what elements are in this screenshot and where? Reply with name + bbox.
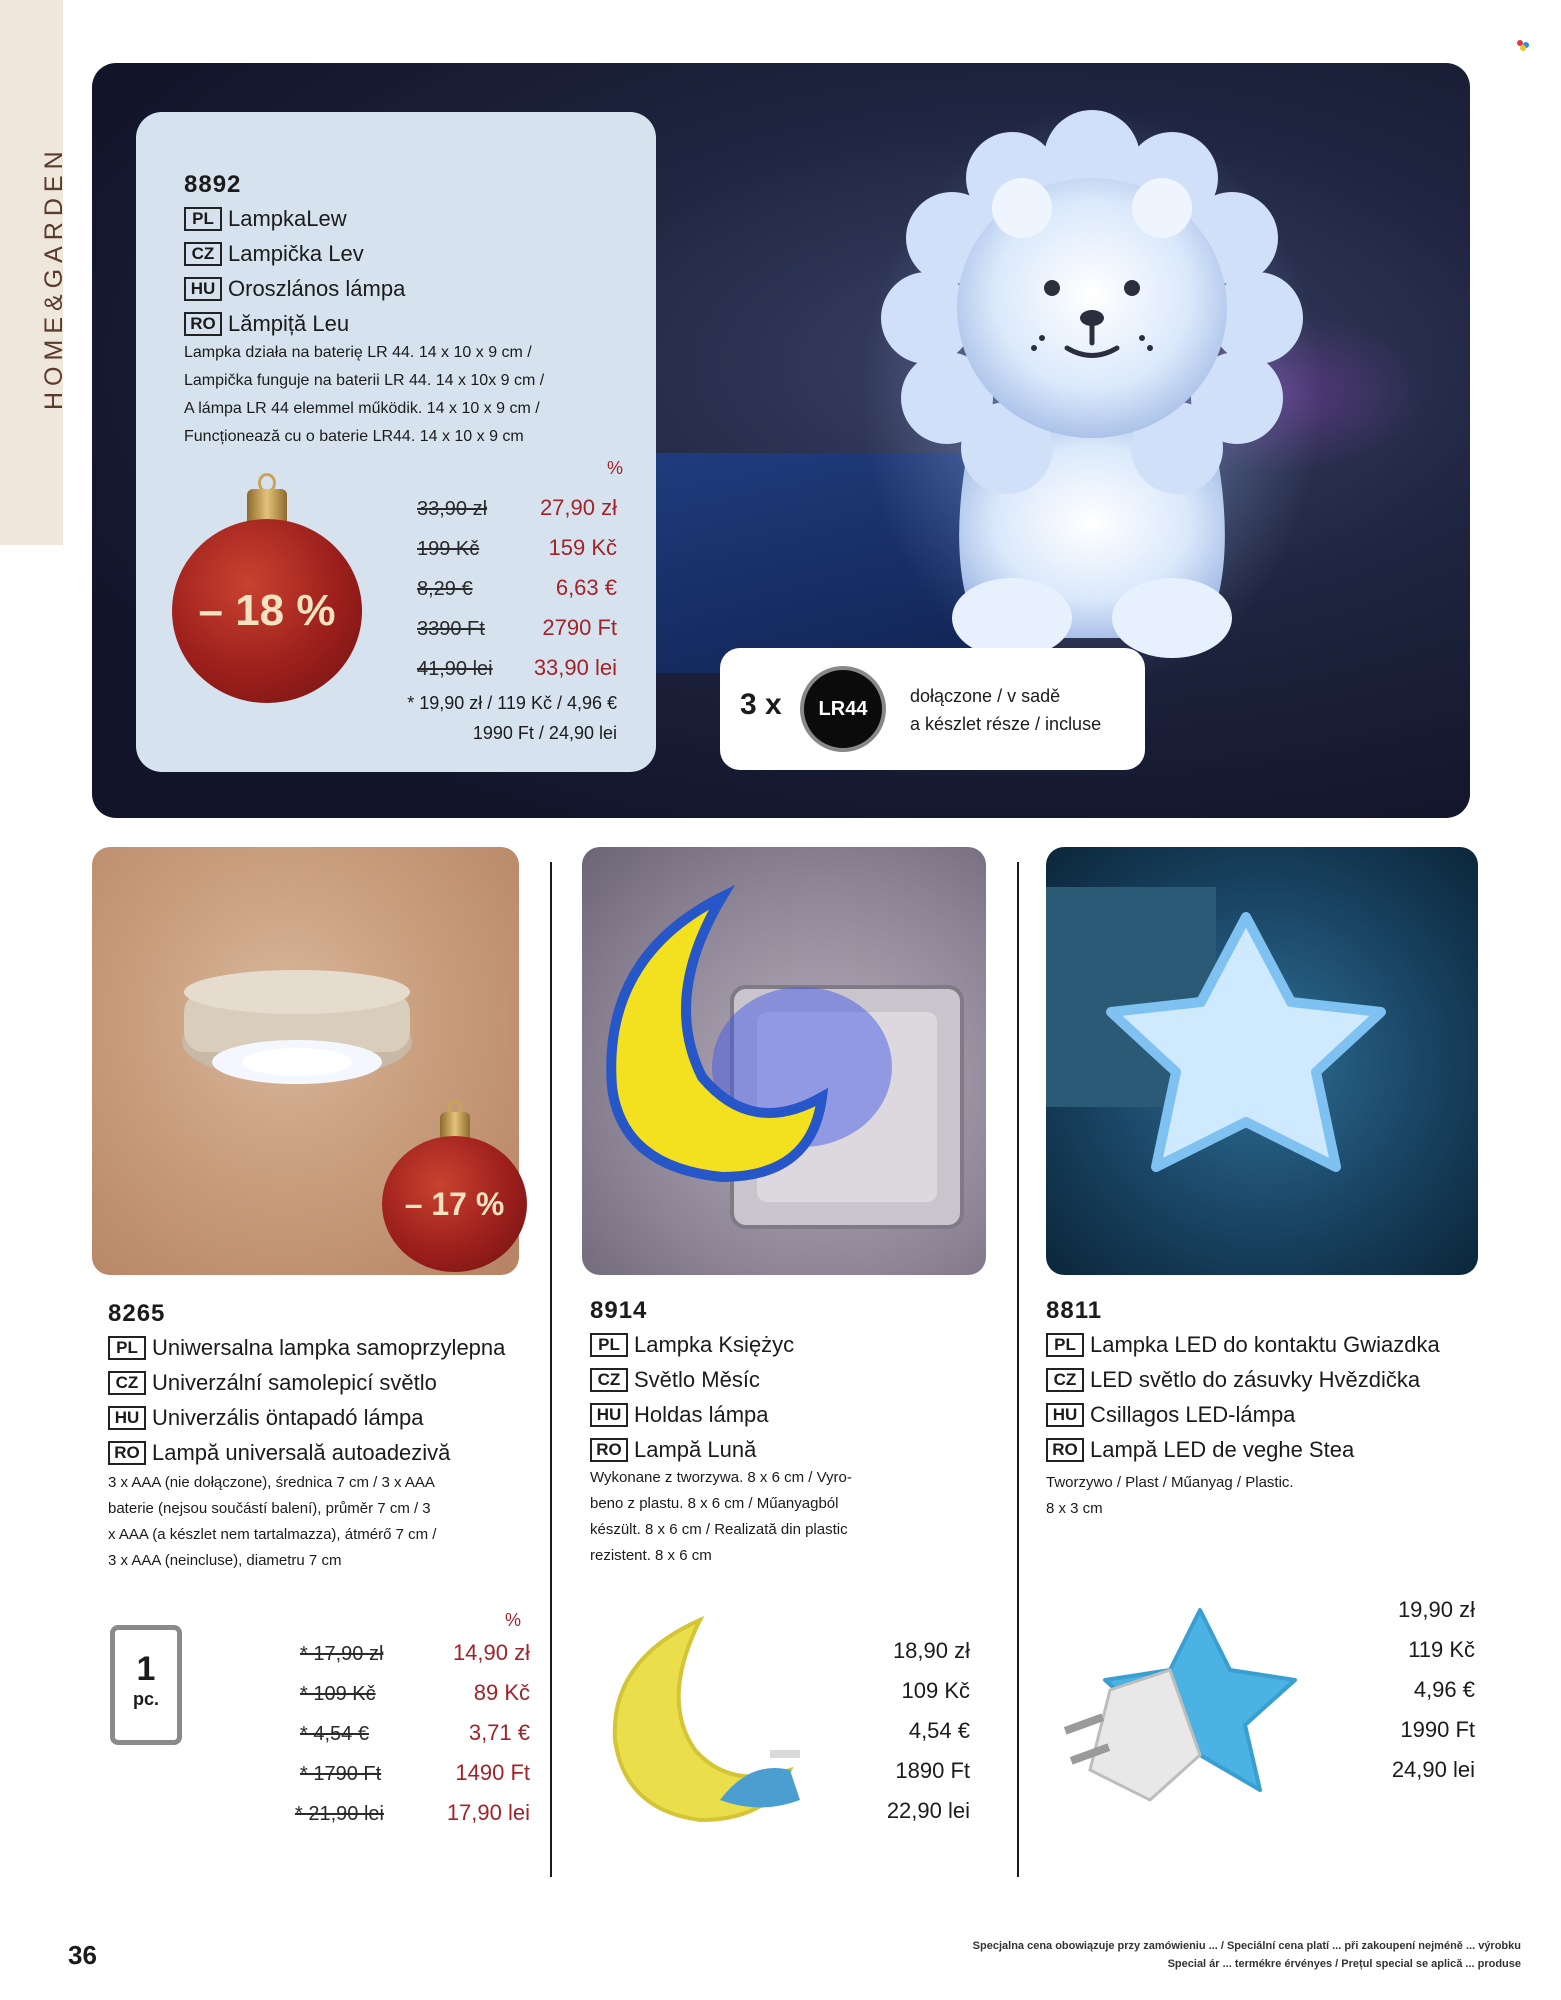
discount-bauble-icon (172, 473, 362, 703)
lang-badge: CZ (590, 1368, 628, 1392)
price-row-new (537, 535, 617, 561)
product-name-pl (1046, 1332, 1440, 1358)
new-price: 14,90 zł (452, 1640, 530, 1665)
lang-badge: CZ (184, 242, 222, 266)
price-row-new (512, 655, 617, 681)
battery-note: dołączone / v sadě a készlet része / incluse (910, 686, 1102, 734)
product-name-cz (108, 1370, 437, 1396)
price: 19,90 zł (1397, 1597, 1475, 1622)
bauble-cap (440, 1112, 470, 1138)
column-divider (1017, 862, 1019, 1877)
lang-badge: PL (184, 207, 222, 231)
product-name: Lampka Księżyc (634, 1332, 795, 1357)
price-row-new (420, 1720, 530, 1746)
product-description: Tworzywo / Plast / Műanyag / Plastic. 8 x 3 cm (1046, 1474, 1294, 1517)
product-name: Lampă universală autoadezivă (152, 1440, 451, 1465)
battery-info-box (720, 648, 1145, 770)
product-name: Csillagos LED-lámpa (1090, 1402, 1296, 1427)
price: 18,90 zł (892, 1638, 970, 1663)
product-name-hu (108, 1405, 424, 1431)
product-description: Wykonane z tworzywa. 8 x 6 cm / Vyro- beno z plastu. 8 x 6 cm / Műanyagból készült. 8 x 6 cm / Realizată din plastic rezistent. 8 x 6 cm (590, 1469, 852, 1564)
unit-price-line: 1990 Ft / 24,90 lei (472, 723, 617, 743)
product-name: Oroszlános lámpa (228, 276, 406, 301)
product-code: 8892 (184, 171, 242, 198)
quantity-number: 1 (136, 1650, 156, 1688)
price-row-new (420, 1800, 530, 1826)
product-name: LED světlo do zásuvky Hvězdička (1090, 1367, 1421, 1392)
hero-banner (92, 63, 1470, 818)
product-name: Holdas lámpa (634, 1402, 769, 1427)
product-name-hu (184, 276, 405, 302)
price: 4,96 € (1413, 1677, 1475, 1702)
new-price: 1490 Ft (455, 1760, 530, 1785)
unit-price-line: * 19,90 zł / 119 Kč / 4,96 € (407, 693, 617, 713)
product-name: Lampka LED do kontaktu Gwiazdka (1090, 1332, 1440, 1357)
discount-value: – 17 % (404, 1186, 505, 1222)
footer-note: Special ár ... termékre érvényes / Prețul special se aplică ... produse (1167, 1958, 1521, 1970)
quantity-unit: pc. (132, 1689, 159, 1709)
discount-value: – 18 % (198, 586, 336, 635)
product-code: 8811 (1046, 1297, 1103, 1324)
product-name: Lampă LED de veghe Stea (1090, 1437, 1355, 1462)
price-row (295, 1800, 384, 1826)
price-row (417, 495, 487, 521)
lang-badge: PL (108, 1336, 146, 1360)
old-price: * 21,90 lei (295, 1803, 384, 1825)
price-row-new (522, 615, 617, 641)
price-row (300, 1640, 383, 1666)
product-name-cz (1046, 1367, 1420, 1393)
product-description: Lampka działa na baterię LR 44. 14 x 10 x 9 cm / Lampička funguje na baterii LR 44. 14 x 10x 9 cm / A lámpa LR 44 elemmel működik. 14 x 10 x 9 cm / Funcționează cu o baterie LR44. 14 x 10 x 9 cm (184, 344, 545, 445)
page-number: 36 (68, 1940, 97, 1970)
product-name: LampkaLew (228, 206, 347, 231)
discount-badge (382, 1136, 527, 1272)
percent-marker: % (607, 458, 624, 478)
section-tab-label: HOME&GARDEN (40, 145, 68, 410)
star-light-image (1046, 847, 1478, 1275)
lang-badge: CZ (1046, 1368, 1084, 1392)
discount-bauble-icon (382, 1100, 527, 1272)
price: 24,90 lei (1391, 1757, 1475, 1782)
price-row (417, 535, 479, 561)
product-name-pl (184, 206, 347, 232)
old-price: * 17,90 zł (300, 1643, 384, 1665)
lang-badge: RO (1046, 1438, 1084, 1462)
product-name-cz (590, 1367, 760, 1393)
old-price: 33,90 zł (417, 498, 488, 520)
percent-marker: % (505, 1610, 522, 1630)
section-tab (0, 0, 68, 545)
lang-badge: PL (590, 1333, 628, 1357)
price: 4,54 € (908, 1718, 970, 1743)
price: 109 Kč (901, 1678, 970, 1703)
old-price: 8,29 € (417, 578, 473, 600)
new-price: 3,71 € (468, 1720, 530, 1745)
new-price: 89 Kč (473, 1680, 530, 1705)
product-name: Lampă Lună (634, 1437, 757, 1462)
battery-qty: 3 x (740, 688, 782, 721)
star-product-image (1050, 1600, 1310, 1820)
star-light-photo (1046, 847, 1478, 1275)
product-name: Lămpiță Leu (228, 311, 350, 336)
price-row-new (537, 575, 617, 601)
moon-product-image (600, 1610, 810, 1830)
quantity-badge (110, 1625, 182, 1745)
price: 1890 Ft (895, 1758, 970, 1783)
product-name: Světlo Měsíc (634, 1367, 760, 1392)
new-price: 159 Kč (548, 535, 617, 560)
product-name-ro (1046, 1437, 1354, 1463)
price: 1990 Ft (1400, 1717, 1475, 1742)
lang-badge: RO (184, 312, 222, 336)
moon-light-image (582, 847, 986, 1275)
old-price: * 109 Kč (300, 1683, 376, 1705)
price-row (300, 1760, 381, 1786)
product-name-hu (590, 1402, 769, 1428)
product-name-ro (590, 1437, 756, 1463)
new-price: 33,90 lei (533, 655, 617, 680)
price-row-new (537, 495, 617, 521)
footer-note: Specjalna cena obowiązuje przy zamówieniu ... / Speciální cena platí ... při zakoupení nejméně ... výrobku (972, 1940, 1521, 1952)
new-price: 27,90 zł (539, 495, 617, 520)
discount-badge (172, 519, 362, 703)
old-price: * 4,54 € (300, 1723, 369, 1745)
lang-badge: HU (590, 1403, 628, 1427)
product-description: 3 x AAA (nie dołączone), średnica 7 cm / 3 x AAA baterie (nejsou součástí balení), průměr 7 cm / 3 x AAA (a készlet nem tartalmazza), átmérő 7 cm / 3 x AAA (neincluse), diametru 7 cm (108, 1474, 437, 1569)
product-name: Univerzální samolepicí světlo (152, 1370, 437, 1395)
lang-badge: HU (108, 1406, 146, 1430)
product-name-pl (108, 1335, 505, 1361)
old-price: 3390 Ft (417, 618, 485, 640)
lang-badge: PL (1046, 1333, 1084, 1357)
price: 119 Kč (1408, 1637, 1475, 1662)
product-name-ro (184, 311, 349, 337)
old-price: 41,90 lei (417, 658, 493, 680)
lang-badge: HU (1046, 1403, 1084, 1427)
product-name: Univerzális öntapadó lámpa (152, 1405, 424, 1430)
battery-icon: LR44 (800, 666, 886, 752)
new-price: 6,63 € (555, 575, 617, 600)
lang-badge: RO (108, 1441, 146, 1465)
bauble-cap (247, 489, 287, 523)
lang-badge: HU (184, 277, 222, 301)
price-row (300, 1720, 369, 1746)
product-code: 8265 (108, 1300, 166, 1327)
new-price: 17,90 lei (446, 1800, 530, 1825)
new-price: 2790 Ft (542, 615, 617, 640)
price-row (300, 1680, 376, 1706)
price-row (417, 655, 493, 681)
old-price: * 1790 Ft (300, 1763, 382, 1785)
column-divider (550, 862, 552, 1877)
moon-light-photo (582, 847, 986, 1275)
product-name-hu (1046, 1402, 1295, 1428)
product-code: 8914 (590, 1297, 648, 1324)
price: 22,90 lei (886, 1798, 970, 1823)
price-row-new (420, 1680, 530, 1706)
product-name: Lampička Lev (228, 241, 364, 266)
lang-badge: RO (590, 1438, 628, 1462)
old-price: 199 Kč (417, 538, 480, 560)
price-row-new (420, 1760, 530, 1786)
price-row (417, 575, 473, 601)
product-name-ro (108, 1440, 450, 1466)
product-name-cz (184, 241, 364, 267)
lang-badge: CZ (108, 1371, 146, 1395)
price-row-new (420, 1640, 530, 1666)
price-row (417, 615, 485, 641)
lion-lamp-image (862, 98, 1322, 678)
product-name-pl (590, 1332, 794, 1358)
product-name: Uniwersalna lampka samoprzylepna (152, 1335, 506, 1360)
corner-dots-icon (1517, 40, 1531, 50)
